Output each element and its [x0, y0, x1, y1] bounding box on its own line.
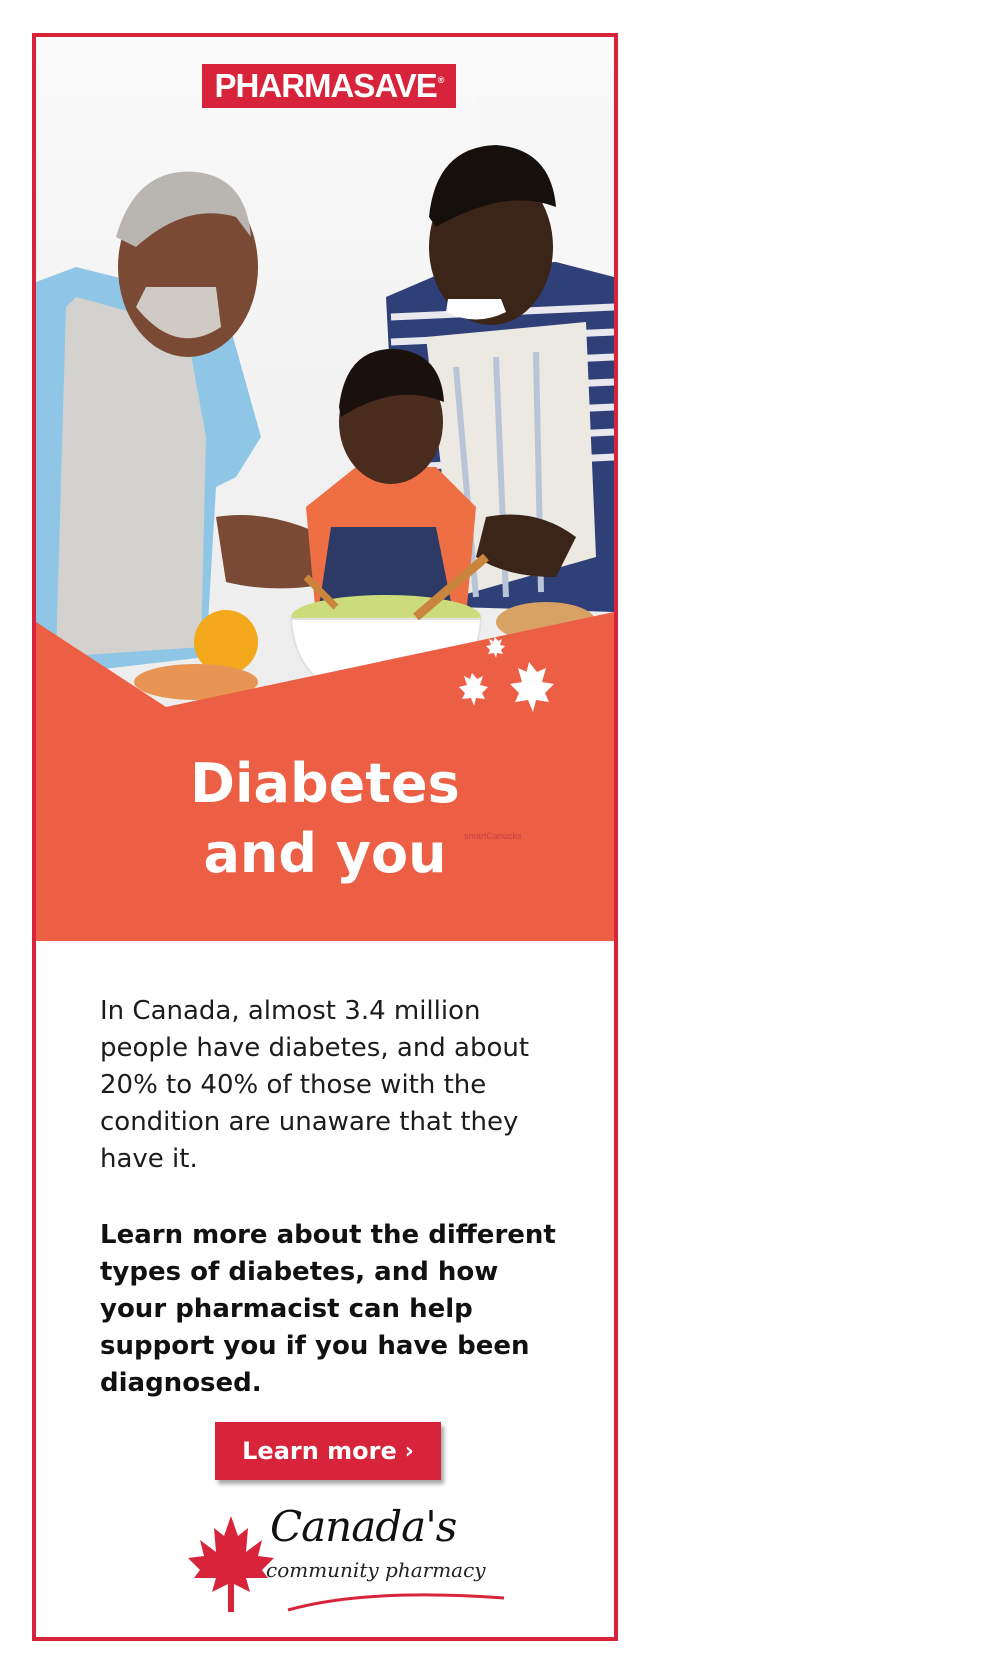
intro-paragraph: In Canada, almost 3.4 million people have diabetes, and about 20% to 40% of those with the condition are unaware that they have it.: [100, 996, 530, 1174]
brand-name: PHARMASAVE: [214, 67, 437, 104]
headline-line1: Diabetes: [190, 752, 460, 815]
canadas-community-pharmacy-logo: [186, 1502, 486, 1622]
headline-line2: and you: [203, 822, 447, 885]
footer-subtitle: community pharmacy: [266, 1558, 486, 1582]
cta-paragraph: Learn more about the different types of diabetes, and how your pharmacist can help support you if you have been diagnosed.: [100, 1220, 556, 1398]
diabetes-ad-banner: [32, 33, 618, 1641]
chevron-right-icon: ›: [404, 1438, 414, 1464]
headline: [36, 749, 614, 889]
hero-section: [36, 37, 614, 941]
maple-leaf-icon: [186, 1514, 276, 1614]
learn-more-button[interactable]: [215, 1422, 441, 1480]
footer-title: Canada's: [270, 1502, 457, 1551]
grandfather-figure: [36, 172, 356, 677]
pharmasave-logo: [202, 64, 456, 108]
swoosh-underline: [286, 1586, 506, 1616]
registered-mark: ®: [437, 75, 444, 85]
learn-more-label: Learn more: [242, 1437, 397, 1465]
watermark: smartCanucks: [464, 831, 522, 841]
